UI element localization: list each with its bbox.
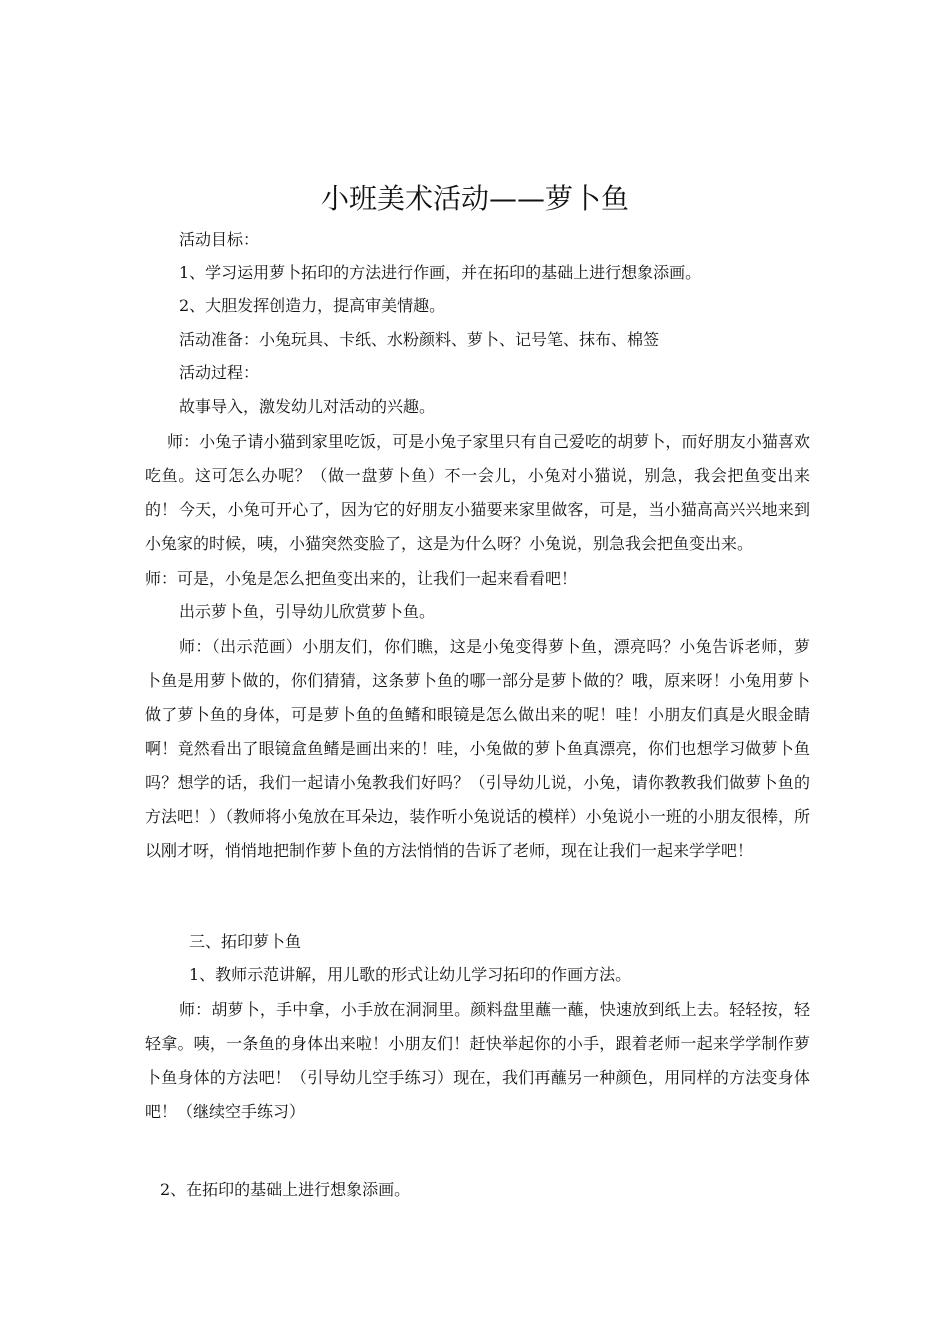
goal-item-1: 1、学习运用萝卜拓印的方法进行作画，并在拓印的基础上进行想象添画。 (179, 263, 702, 282)
goal-item-2: 2、大胆发挥创造力，提高审美情趣。 (179, 296, 446, 315)
step-item-1: 1、教师示范讲解，用儿歌的形式让幼儿学习拓印的作画方法。 (189, 965, 632, 984)
paragraph-teacher-3: 师：（出示范画）小朋友们，你们瞧，这是小兔变得萝卜鱼，漂亮吗？小兔告诉老师，萝卜鱼是用萝卜做的，你们猜猜，这条萝卜鱼的哪一部分是萝卜做的？哦，原来呀！小兔用萝卜做了萝卜鱼的身体，可是萝卜鱼的鱼鳍和眼镜是怎么做出来的呢！哇！小朋友们真是火眼金睛啊！竟然看出了眼镜盒鱼鳍是画出来的！哇，小兔做的萝卜鱼真漂亮，你们也想学习做萝卜鱼吗？想学的话，我们一起请小兔教我们好吗？（引导幼儿说，小兔，请你教教我们做萝卜鱼的方法吧！）（教师将小兔放在耳朵边，装作听小兔说话的模样）小兔说小一班的小朋友很棒，所以刚才呀，悄悄地把制作萝卜鱼的方法悄悄的告诉了老师，现在让我们一起来学学吧！ (145, 637, 810, 860)
paragraph-teacher-2: 师：可是，小兔是怎么把鱼变出来的，让我们一起来看看吧！ (145, 569, 578, 588)
process-heading: 活动过程： (179, 363, 260, 382)
step-item-2: 2、在拓印的基础上进行想象添画。 (160, 1180, 411, 1199)
page-title: 小班美术活动——萝卜鱼 (320, 182, 629, 215)
show-fish-line: 出示萝卜鱼，引导幼儿欣赏萝卜鱼。 (179, 602, 436, 621)
paragraph-teacher-4: 师：胡萝卜，手中拿，小手放在洞洞里。颜料盘里蘸一蘸，快速放到纸上去。轻轻按，轻轻拿。咦，一条鱼的身体出来啦！小朋友们！赶快举起你的小手，跟着老师一起来学学制作萝卜鱼身体的方法吧！（引导幼儿空手练习）现在，我们再蘸另一种颜色，用同样的方法变身体吧！（继续空手练习） (145, 1000, 810, 1121)
paragraph-teacher-1: 师：小兔子请小猫到家里吃饭，可是小兔子家里只有自己爱吃的胡萝卜，而好朋友小猫喜欢吃鱼。这可怎么办呢？（做一盘萝卜鱼）不一会儿，小兔对小猫说，别急，我会把鱼变出来的！ (145, 432, 810, 519)
section-heading-3: 三、拓印萝卜鱼 (189, 932, 302, 951)
preparation-line: 活动准备：小兔玩具、卡纸、水粉颜料、萝卜、记号笔、抹布、棉签 (179, 330, 660, 349)
paragraph-today: 今天，小兔可开心了，因为它的好朋友小猫要来家里做客，可是，当小猫高高兴兴地来到小兔家的时候，咦，小猫突然变脸了，这是为什么呀？小兔说，别急我会把鱼变出来。 (145, 500, 810, 553)
goals-heading: 活动目标： (179, 230, 260, 249)
intro-line: 故事导入，激发幼儿对活动的兴趣。 (179, 397, 436, 416)
